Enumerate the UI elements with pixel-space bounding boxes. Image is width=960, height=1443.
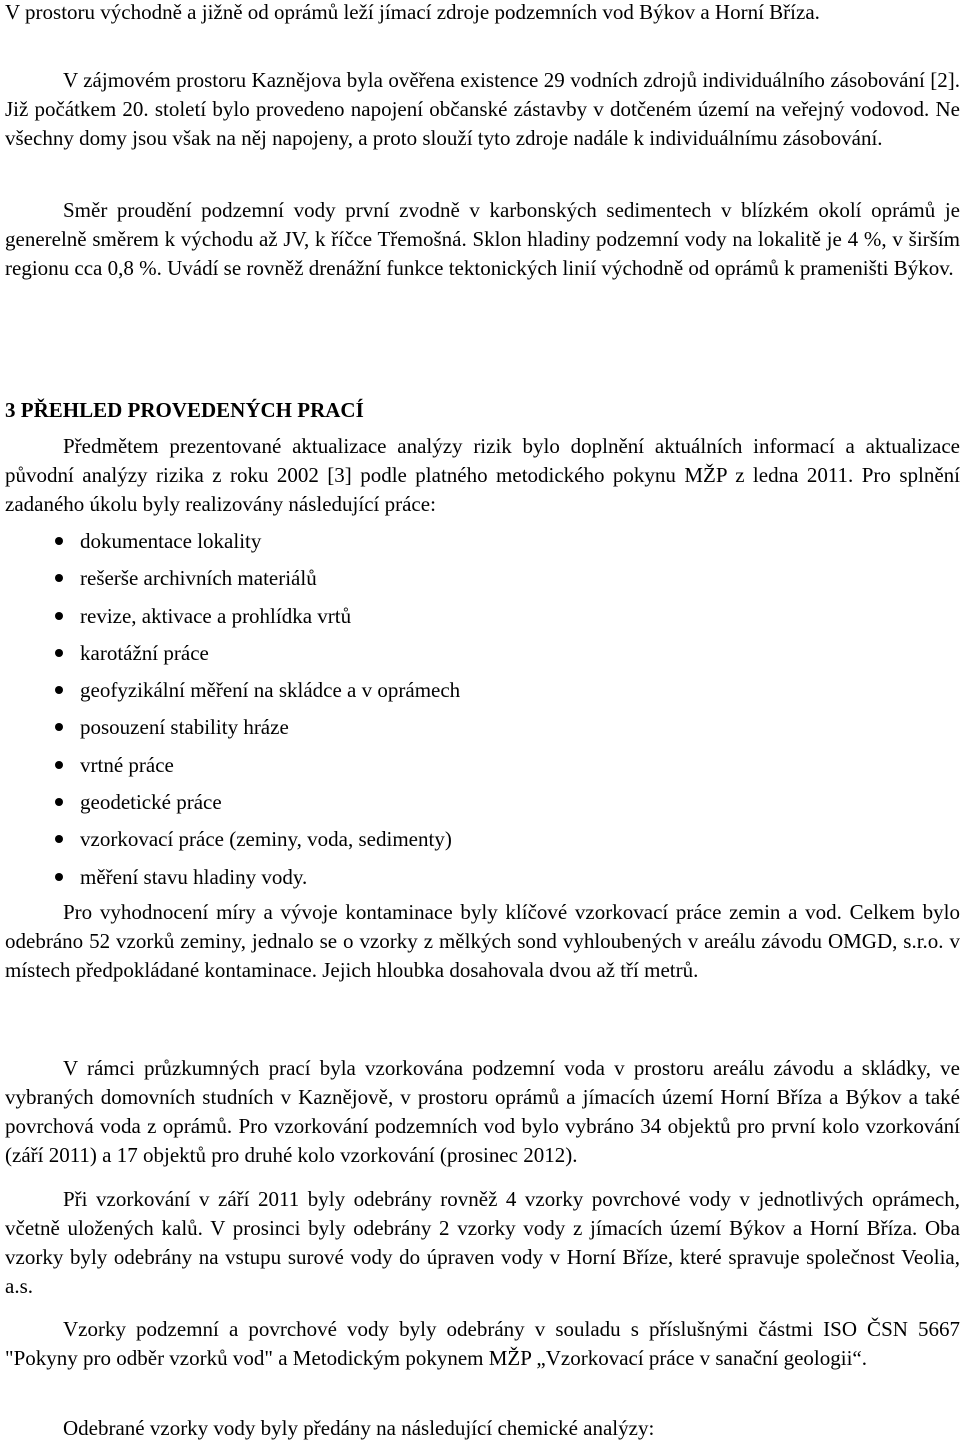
list-item: geodetické práce [5,788,960,825]
bullet-icon [55,686,63,694]
paragraph-sampling-standards: Vzorky podzemní a povrchové vody byly odebrány v souladu s příslušnými částmi ISO ČSN 5667 "Pokyny pro odběr vzorků vod" a Metodickým pokynem MŽP „Vzorkovací práce v sanační geologii“. [5,1317,960,1370]
paragraph-chemical-analyses: Odebrané vzorky vody byly předány na následující chemické analýzy: [63,1416,655,1440]
list-item: vzorkovací práce (zeminy, voda, sedimenty) [5,825,960,862]
paragraph-groundwater-flow: Směr proudění podzemní vody první zvodně v karbonských sedimentech v blízkém okolí oprámů je generelně směrem k východu až JV, k říčce Třemošná. Sklon hladiny podzemní vody na lokalitě je 4 %, v širším regionu cca 0,8 %. Uvádí se rovněž drenážní funkce tektonických linií východně od oprámů k prameništi Býkov. [5,198,960,280]
section-heading: 3 PŘEHLED PROVEDENÝCH PRACÍ [5,398,364,422]
bullet-icon [55,835,63,843]
paragraph-contamination-evaluation: Pro vyhodnocení míry a vývoje kontaminace byly klíčové vzorkovací práce zemin a vod. Celkem bylo odebráno 52 vzorků zeminy, jednalo se o vzorky z mělkých sond vyhloubených v areálu závodu OMGD, s.r.o. v místech předpokládané kontaminace. Jejich hloubka dosahovala dvou až tří metrů. [5,900,960,982]
paragraph-section-intro: Předmětem prezentované aktualizace analýzy rizik bylo doplnění aktuálních informací a aktualizace původní analýzy rizika z roku 2002 [3] podle platného metodického pokynu MŽP z ledna 2011. Pro splnění zadaného úkolu byly realizovány následující práce: [5,434,960,516]
bullet-icon [55,873,63,881]
bullet-icon [55,537,63,545]
list-item: revize, aktivace a prohlídka vrtů [5,602,960,639]
list-item: měření stavu hladiny vody. [5,863,960,900]
works-list [5,527,960,900]
bullet-icon [55,574,63,582]
paragraph-groundwater-sampling: V rámci průzkumných prací byla vzorkována podzemní voda v prostoru areálu závodu a skládky, ve vybraných domovních studních v Kaznějově, v prostoru oprámů a jímacích území Horní Bříza a Býkov a také povrchová voda z oprámů. Pro vzorkování podzemních vod bylo vybráno 34 objektů pro první kolo vzorkování (září 2011) a 17 objektů pro druhé kolo vzorkování (prosinec 2012). [5,1056,960,1167]
paragraph-surface-water-sampling: Při vzorkování v září 2011 byly odebrány rovněž 4 vzorky povrchové vody v jednotlivých oprámech, včetně uložených kalů. V prosinci byly odebrány 2 vzorky vody z jímacích území Býkov a Horní Bříza. Oba vzorky byly odebrány na vstupu surové vody do úpraven vody v Horní Bříze, které spravuje společnost Veolia, a.s. [5,1187,960,1298]
list-item: posouzení stability hráze [5,713,960,750]
paragraph-kaznejov-sources: V zájmovém prostoru Kaznějova byla ověřena existence 29 vodních zdrojů individuálního zásobování [2]. Již počátkem 20. století bylo provedeno napojení občanské zástavby v dotčeném území na veřejný vodovod. Ne všechny domy jsou však na něj napojeny, a proto slouží tyto zdroje nadále k individuálnímu zásobování. [5,68,960,150]
bullet-icon [55,723,63,731]
paragraph-water-sources: V prostoru východně a jižně od oprámů leží jímací zdroje podzemních vod Býkov a Horní Bříza. [5,0,820,24]
list-item: karotážní práce [5,639,960,676]
bullet-icon [55,649,63,657]
bullet-icon [55,798,63,806]
list-item: dokumentace lokality [5,527,960,564]
bullet-icon [55,612,63,620]
list-item: geofyzikální měření na skládce a v oprámech [5,676,960,713]
bullet-icon [55,761,63,769]
list-item: vrtné práce [5,751,960,788]
list-item: rešerše archivních materiálů [5,564,960,601]
